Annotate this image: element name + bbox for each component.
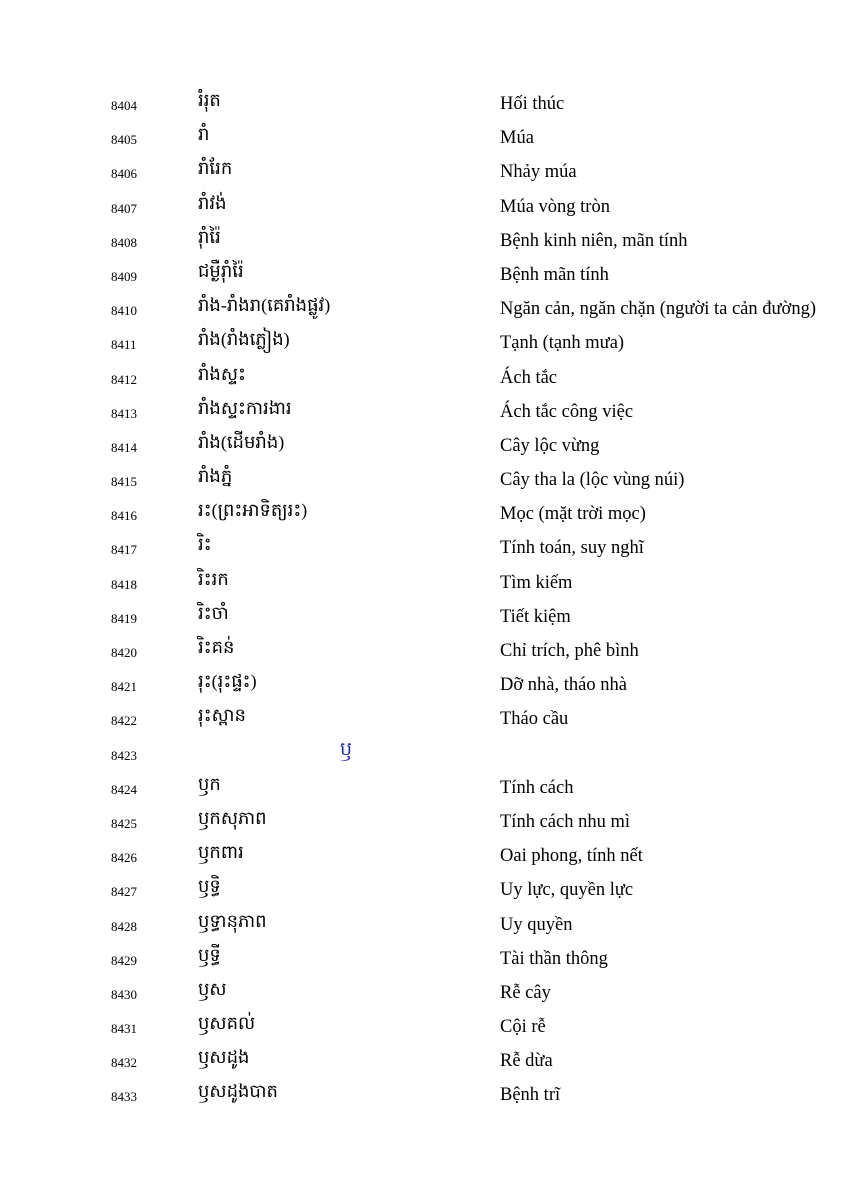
section-heading-row — [0, 736, 848, 770]
vietnamese-translation: Ngăn cản, ngăn chặn (người ta cản đường) — [500, 299, 816, 320]
dictionary-entry — [0, 633, 848, 667]
khmer-term: ឫក — [198, 773, 221, 794]
vietnamese-translation: Tháo cầu — [500, 709, 569, 730]
khmer-term: ជម្ងឺរ៉ាំរ៉ៃ — [198, 260, 244, 281]
khmer-term: រាំរែក — [198, 158, 233, 179]
vietnamese-translation: Tính cách nhu mì — [500, 811, 630, 832]
vietnamese-translation: Rễ dừa — [500, 1051, 553, 1072]
khmer-term: រាំង-រាំងរា(គេរាំងផ្លូវ) — [198, 295, 331, 316]
entry-number: 8425 — [111, 815, 137, 831]
entry-number: 8430 — [111, 986, 137, 1002]
khmer-term: រាំងស្ទះ — [198, 363, 246, 384]
khmer-term: រុះស្ពាន — [198, 705, 246, 726]
dictionary-entry — [0, 428, 848, 462]
entry-number: 8433 — [111, 1089, 137, 1105]
entry-number: 8412 — [111, 371, 137, 387]
dictionary-entry — [0, 907, 848, 941]
dictionary-entry — [0, 872, 848, 906]
vietnamese-translation: Tạnh (tạnh mưa) — [500, 333, 625, 354]
dictionary-entry — [0, 770, 848, 804]
entry-number: 8422 — [111, 713, 137, 729]
vietnamese-translation: Tiết kiệm — [500, 606, 571, 627]
entry-number: 8418 — [111, 576, 137, 592]
vietnamese-translation: Tính toán, suy nghĩ — [500, 538, 644, 559]
entry-number: 8409 — [111, 268, 137, 284]
dictionary-entry — [0, 530, 848, 564]
vietnamese-translation: Hối thúc — [500, 94, 565, 114]
dictionary-entry — [0, 291, 848, 325]
khmer-term: រិះរក — [198, 568, 229, 589]
entry-number: 8415 — [111, 474, 137, 490]
entry-number: 8417 — [111, 542, 137, 558]
khmer-term: ឫទ្ធី — [198, 944, 221, 965]
dictionary-entry — [0, 325, 848, 359]
khmer-term: រាំង(ដើមរាំង) — [198, 431, 285, 452]
vietnamese-translation: Uy quyền — [500, 914, 573, 935]
entry-number: 8407 — [111, 200, 137, 216]
dictionary-entry — [0, 599, 848, 633]
dictionary-entry — [0, 1077, 848, 1111]
dictionary-entry — [0, 189, 848, 223]
entry-number: 8414 — [111, 439, 137, 455]
vietnamese-translation: Ách tắc — [500, 367, 558, 388]
khmer-term: រំរុត — [198, 90, 221, 110]
vietnamese-translation: Chỉ trích, phê bình — [500, 641, 639, 661]
dictionary-entry — [0, 667, 848, 701]
dictionary-entry — [0, 565, 848, 599]
khmer-term: រិះ — [198, 534, 212, 555]
entry-number: 8431 — [111, 1021, 137, 1037]
dictionary-entry — [0, 257, 848, 291]
vietnamese-translation: Bệnh mãn tính — [500, 264, 609, 285]
dictionary-entry — [0, 941, 848, 975]
dictionary-entry — [0, 1043, 848, 1077]
vietnamese-translation: Bệnh kinh niên, mãn tính — [500, 230, 688, 251]
khmer-term: រាំងភ្នំ — [198, 466, 233, 487]
dictionary-entry — [0, 975, 848, 1009]
entry-number: 8404 — [111, 98, 137, 113]
entry-number: 8421 — [111, 679, 137, 695]
dictionary-entry — [0, 360, 848, 394]
entry-number: 8411 — [111, 337, 137, 353]
dictionary-entry — [0, 1009, 848, 1043]
entry-number: 8405 — [111, 132, 137, 148]
dictionary-entry — [0, 701, 848, 735]
khmer-term: រះ(ព្រះអាទិត្យរះ) — [198, 500, 308, 521]
dictionary-entry — [0, 462, 848, 496]
dictionary-entry — [0, 223, 848, 257]
vietnamese-translation: Tính cách — [500, 777, 574, 798]
entry-number: 8429 — [111, 952, 137, 968]
dictionary-entry — [0, 804, 848, 838]
khmer-term: រាំ — [198, 124, 210, 145]
khmer-term: រិះចាំ — [198, 602, 229, 623]
khmer-term: រាំង(រាំងភ្លៀង) — [198, 329, 290, 350]
vietnamese-translation: Oai phong, tính nết — [500, 846, 643, 867]
section-letter-heading: ឫ — [340, 738, 353, 760]
vietnamese-translation: Dỡ nhà, tháo nhà — [500, 675, 627, 696]
entry-number: 8408 — [111, 234, 137, 250]
vietnamese-translation: Mọc (mặt trời mọc) — [500, 504, 646, 525]
vietnamese-translation: Cây lộc vừng — [500, 435, 600, 456]
khmer-term: ឫស — [198, 978, 227, 999]
vietnamese-translation: Múa vòng tròn — [500, 196, 610, 217]
khmer-term: រិះគន់ — [198, 637, 235, 657]
dictionary-entry — [0, 154, 848, 188]
khmer-term: រុះ(រុះផ្ទះ) — [198, 671, 257, 692]
vietnamese-translation: Uy lực, quyền lực — [500, 880, 634, 901]
dictionary-entry — [0, 86, 848, 120]
dictionary-entry — [0, 120, 848, 154]
vietnamese-translation: Cây tha la (lộc vùng núi) — [500, 470, 685, 491]
entry-number: 8410 — [111, 303, 137, 319]
vietnamese-translation: Nhảy múa — [500, 162, 577, 183]
vietnamese-translation: Múa — [500, 128, 534, 149]
entry-number: 8427 — [111, 884, 137, 900]
vietnamese-translation: Rễ cây — [500, 982, 551, 1003]
khmer-term: ឫទ្ធានុភាព — [198, 910, 267, 931]
entry-number: 8432 — [111, 1055, 137, 1071]
khmer-term: ឫកពារ — [198, 842, 244, 863]
entry-number: 8423 — [111, 747, 137, 763]
entry-number: 8420 — [111, 645, 137, 660]
entry-number: 8406 — [111, 166, 137, 182]
vietnamese-translation: Cội rễ — [500, 1017, 546, 1038]
khmer-term: ឫកសុភាព — [198, 807, 267, 828]
entry-number: 8428 — [111, 918, 137, 934]
entry-number: 8426 — [111, 850, 137, 866]
dictionary-entry — [0, 496, 848, 530]
dictionary-page — [0, 86, 848, 1112]
vietnamese-translation: Tài thần thông — [500, 948, 608, 969]
khmer-term: រាំវង់ — [198, 192, 227, 213]
khmer-term: ឫសដូងបាត — [198, 1081, 278, 1102]
khmer-term: រ៉ាំរ៉ៃ — [198, 226, 221, 247]
dictionary-entry — [0, 394, 848, 428]
entry-number: 8424 — [111, 781, 137, 797]
vietnamese-translation: Ách tắc công việc — [500, 401, 634, 422]
vietnamese-translation: Bệnh trĩ — [500, 1085, 561, 1106]
khmer-term: ឫទ្ធិ — [198, 876, 221, 897]
khmer-term: រាំងស្ទះការងារ — [198, 397, 292, 418]
vietnamese-translation: Tìm kiếm — [500, 572, 573, 593]
dictionary-entry — [0, 838, 848, 872]
khmer-term: ឫសគល់ — [198, 1013, 256, 1034]
entry-number: 8419 — [111, 610, 137, 626]
entry-number: 8413 — [111, 405, 137, 421]
khmer-term: ឫសដូង — [198, 1047, 250, 1068]
entry-number: 8416 — [111, 508, 137, 524]
